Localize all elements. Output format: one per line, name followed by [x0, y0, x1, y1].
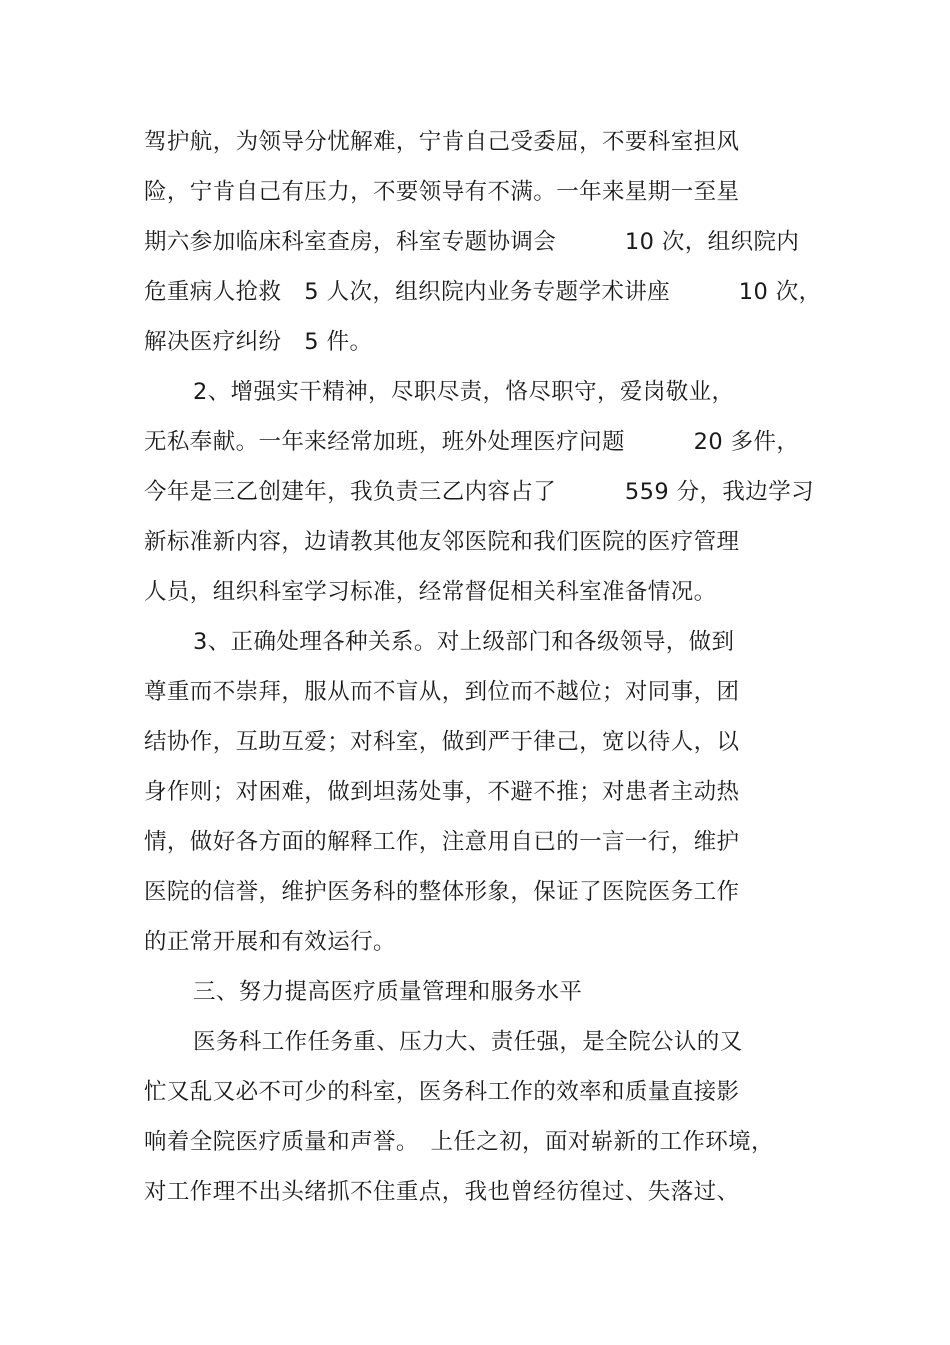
paragraph-line: 尊重而不崇拜，服从而不盲从，到位而不越位；对同事，团	[144, 679, 740, 705]
paragraph-line: 的正常开展和有效运行。	[144, 929, 396, 955]
paragraph-line: 2、增强实干精神，尽职尽责，恪尽职守，爱岗敬业，	[193, 379, 735, 405]
paragraph-line: 响着全院医疗质量和声誉。 上任之初，面对崭新的工作环境，	[144, 1129, 774, 1155]
paragraph-line: 期六参加临床科室查房，科室专题协调会 10 次，组织院内	[144, 229, 800, 255]
section-heading: 三、努力提高医疗质量管理和服务水平	[193, 979, 583, 1005]
paragraph-line: 忙又乱又必不可少的科室，医务科工作的效率和质量直接影	[144, 1079, 740, 1105]
paragraph-line: 人员，组织科室学习标准，经常督促相关科室准备情况。	[144, 579, 717, 605]
paragraph-line: 对工作理不出头绪抓不住重点，我也曾经彷徨过、失落过、	[144, 1179, 740, 1205]
paragraph-line: 无私奉献。一年来经常加班，班外处理医疗问题 20 多件，	[144, 429, 800, 455]
paragraph-line: 险，宁肯自己有压力，不要领导有不满。一年来星期一至星	[144, 179, 740, 205]
paragraph-line: 解决医疗纠纷 5 件。	[144, 329, 373, 355]
paragraph-line: 今年是三乙创建年，我负责三乙内容占了 559 分，我边学习	[144, 479, 814, 505]
paragraph-line: 医务科工作任务重、压力大、责任强，是全院公认的又	[193, 1029, 743, 1055]
paragraph-line: 医院的信誉，维护医务科的整体形象，保证了医院医务工作	[144, 879, 740, 905]
paragraph-line: 驾护航，为领导分忧解难，宁肯自己受委屈，不要科室担风	[144, 129, 740, 155]
paragraph-line: 危重病人抢救 5 人次，组织院内业务专题学术讲座 10 次，	[144, 279, 822, 305]
paragraph-line: 新标准新内容，边请教其他友邻医院和我们医院的医疗管理	[144, 529, 740, 555]
paragraph-line: 3、正确处理各种关系。对上级部门和各级领导，做到	[193, 629, 735, 655]
paragraph-line: 结协作，互助互爱；对科室，做到严于律己，宽以待人，以	[144, 729, 740, 755]
paragraph-line: 身作则；对困难，做到坦荡处事，不避不推；对患者主动热	[144, 779, 740, 805]
paragraph-line: 情，做好各方面的解释工作，注意用自已的一言一行，维护	[144, 829, 740, 855]
